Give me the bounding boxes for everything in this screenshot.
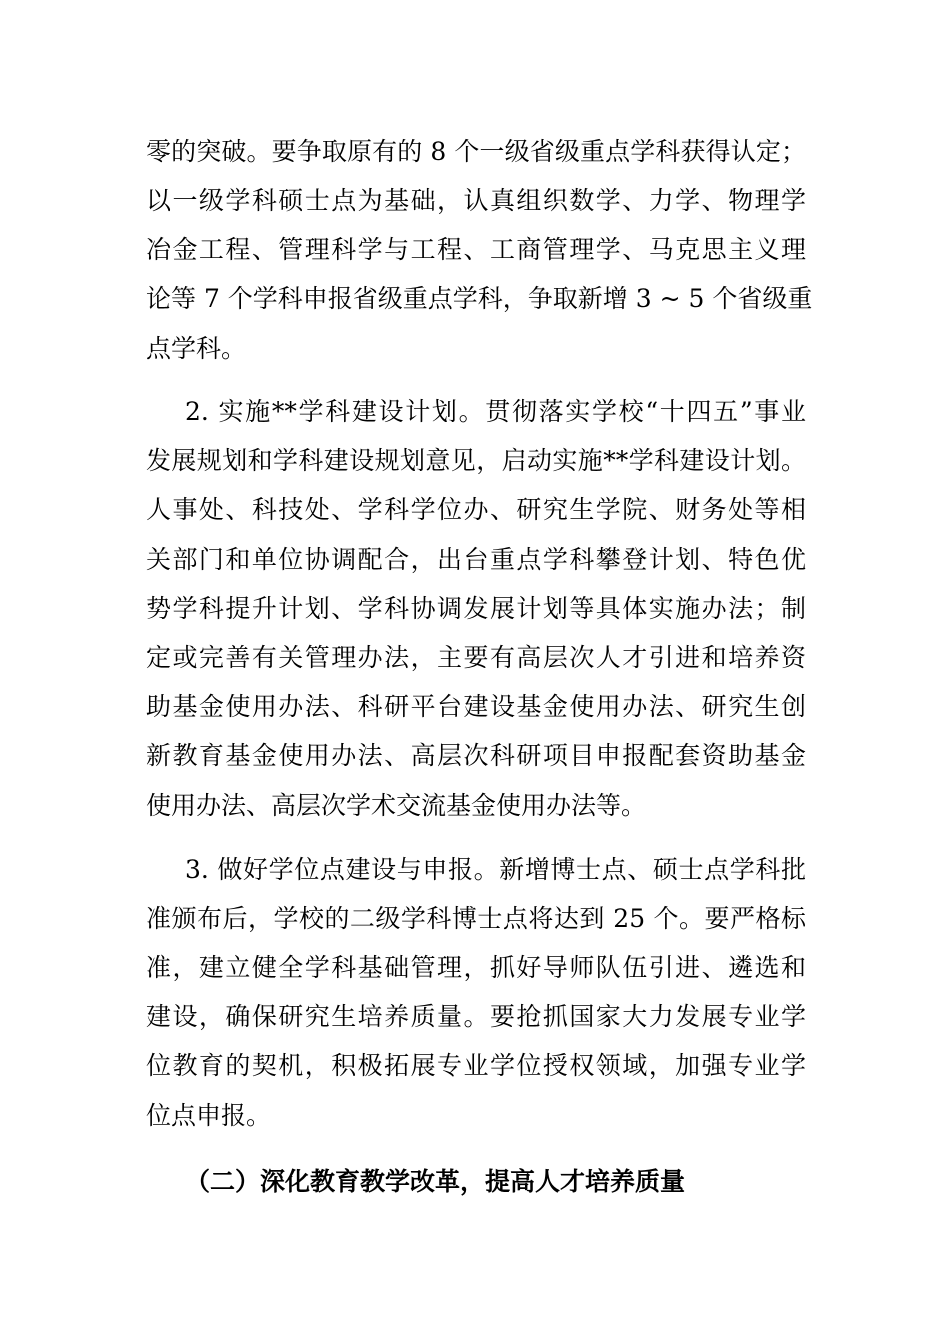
paragraph-3-line-5: 位教育的契机，积极拓展专业学位授权领域，加强专业学 — [146, 1051, 806, 1080]
paragraph-2-line-4: 关部门和单位协调配合，出台重点学科攀登计划、特色优 — [146, 545, 806, 574]
paragraph-2-line-2: 发展规划和学科建设规划意见，启动实施**学科建设计划。 — [146, 446, 806, 475]
paragraph-1-line-3: 冶金工程、管理科学与工程、工商管理学、马克思主义理 — [146, 235, 806, 264]
paragraph-2-line-8: 新教育基金使用办法、高层次科研项目申报配套资助基金 — [146, 741, 806, 770]
paragraph-3-line-3: 准，建立健全学科基础管理，抓好导师队伍引进、遴选和 — [146, 953, 806, 982]
paragraph-2-line-9: 使用办法、高层次学术交流基金使用办法等。 — [146, 791, 647, 820]
paragraph-2-line-1: 2. 实施**学科建设计划。贯彻落实学校“十四五”事业 — [185, 397, 806, 426]
paragraph-3-line-2: 准颁布后，学校的二级学科博士点将达到 25 个。要严格标 — [146, 904, 806, 933]
paragraph-3-line-1: 3. 做好学位点建设与申报。新增博士点、硕士点学科批 — [185, 855, 806, 884]
paragraph-1-line-2: 以一级学科硕士点为基础，认真组织数学、力学、物理学 — [146, 186, 806, 215]
section-heading: （二）深化教育教学改革，提高人才培养质量 — [185, 1167, 686, 1196]
paragraph-2-line-7: 助基金使用办法、科研平台建设基金使用办法、研究生创 — [146, 692, 806, 721]
paragraph-1-line-4: 论等 7 个学科申报省级重点学科，争取新增 3 ~ 5 个省级重 — [146, 284, 813, 313]
paragraph-1-line-1: 零的突破。要争取原有的 8 个一级省级重点学科获得认定； — [146, 137, 806, 166]
paragraph-1-line-5: 点学科。 — [146, 334, 247, 363]
paragraph-2-line-3: 人事处、科技处、学科学位办、研究生学院、财务处等相 — [146, 495, 806, 524]
paragraph-2-line-5: 势学科提升计划、学科协调发展计划等具体实施办法；制 — [146, 594, 806, 623]
paragraph-3-line-6: 位点申报。 — [146, 1101, 272, 1130]
paragraph-3-line-4: 建设，确保研究生培养质量。要抢抓国家大力发展专业学 — [146, 1002, 806, 1031]
paragraph-2-line-6: 定或完善有关管理办法，主要有高层次人才引进和培养资 — [146, 643, 806, 672]
